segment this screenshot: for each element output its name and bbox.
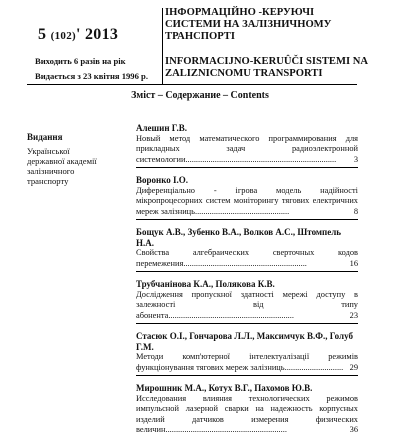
table-of-contents bbox=[136, 123, 358, 436]
toc-entry[interactable] bbox=[136, 279, 358, 324]
toc-entry[interactable] bbox=[136, 331, 358, 376]
contents-heading: Зміст – Содержание – Contents bbox=[131, 90, 269, 101]
toc-divider bbox=[136, 323, 358, 324]
toc-divider bbox=[136, 219, 358, 220]
publisher-label: Видання bbox=[27, 132, 63, 142]
toc-page: 23 bbox=[349, 310, 358, 320]
toc-page: 36 bbox=[349, 425, 358, 434]
toc-title: Диференціально - ігрова модель надійності мікропроцесорних систем моніторингу тягових електричних мереж залізниць............................................. 8 bbox=[136, 185, 358, 216]
toc-title: Методи комп'ютерної інтелектуалізації режимів функціонування тягових мереж залізниць............................ 29 bbox=[136, 352, 358, 372]
toc-divider bbox=[136, 271, 358, 272]
toc-page: 16 bbox=[349, 258, 358, 268]
toc-title: Свойства алгебраических сверточных кодов перемежения........................................................... 16 bbox=[136, 248, 358, 268]
toc-page: 29 bbox=[349, 362, 358, 372]
toc-authors: Мирошник М.А., Котух В.Г., Пахомов Ю.В. bbox=[136, 383, 313, 393]
publisher-text: Української державної академії залізничного транспорту bbox=[27, 146, 97, 186]
publication-since: Видається з 23 квітня 1996 р. bbox=[35, 71, 148, 81]
masthead-divider bbox=[162, 8, 163, 84]
issue-number: 5 (102)' 2013 bbox=[38, 26, 119, 43]
toc-divider bbox=[136, 375, 358, 376]
toc-entry[interactable] bbox=[136, 123, 358, 168]
toc-title: Новый метод математического программирования для прикладных задач радиоэлектронной системологии........................................................................ 3 bbox=[136, 133, 358, 164]
toc-title: Дослідження пропускної здатності мережі доступу в залежності від типу абонента............................................................ 23 bbox=[136, 289, 358, 320]
toc-authors: Бощук А.В., Зубенко В.А., Волков А.С., Штомпель Н.А. bbox=[136, 227, 342, 248]
toc-authors: Воронко І.О. bbox=[136, 175, 189, 185]
toc-page: 3 bbox=[353, 154, 358, 164]
toc-authors: Стасюк О.І., Гончарова Л.Л., Максимчук В.Ф., Голуб Г.М. bbox=[136, 331, 353, 352]
toc-entry[interactable] bbox=[136, 175, 358, 220]
toc-title: Исследования влияния технологических режимов импульсной лазерной сварки на надежность корпусных изделий датчиков измерения физических величин.......................................................... 36 bbox=[136, 393, 358, 434]
toc-authors: Трубчанінова К.А., Полякова К.В. bbox=[136, 279, 275, 289]
publication-frequency: Виходить 6 разів на рік bbox=[35, 56, 126, 66]
journal-title-ukrainian: ІНФОРМАЦІЙНО -КЕРУЮЧІ СИСТЕМИ НА ЗАЛІЗНИЧНОМУ ТРАНСПОРТІ bbox=[165, 7, 332, 42]
toc-divider bbox=[136, 167, 358, 168]
toc-entry[interactable] bbox=[136, 383, 358, 436]
publisher-sidebar bbox=[27, 132, 109, 186]
toc-entry[interactable] bbox=[136, 227, 358, 272]
toc-page: 8 bbox=[353, 206, 358, 216]
journal-title-latin: INFORMACIJNO-KERUÛČI SISTEMI NA ZALIZNICNOMU TRANSPORTI bbox=[165, 56, 368, 79]
toc-authors: Алешин Г.В. bbox=[136, 123, 187, 133]
